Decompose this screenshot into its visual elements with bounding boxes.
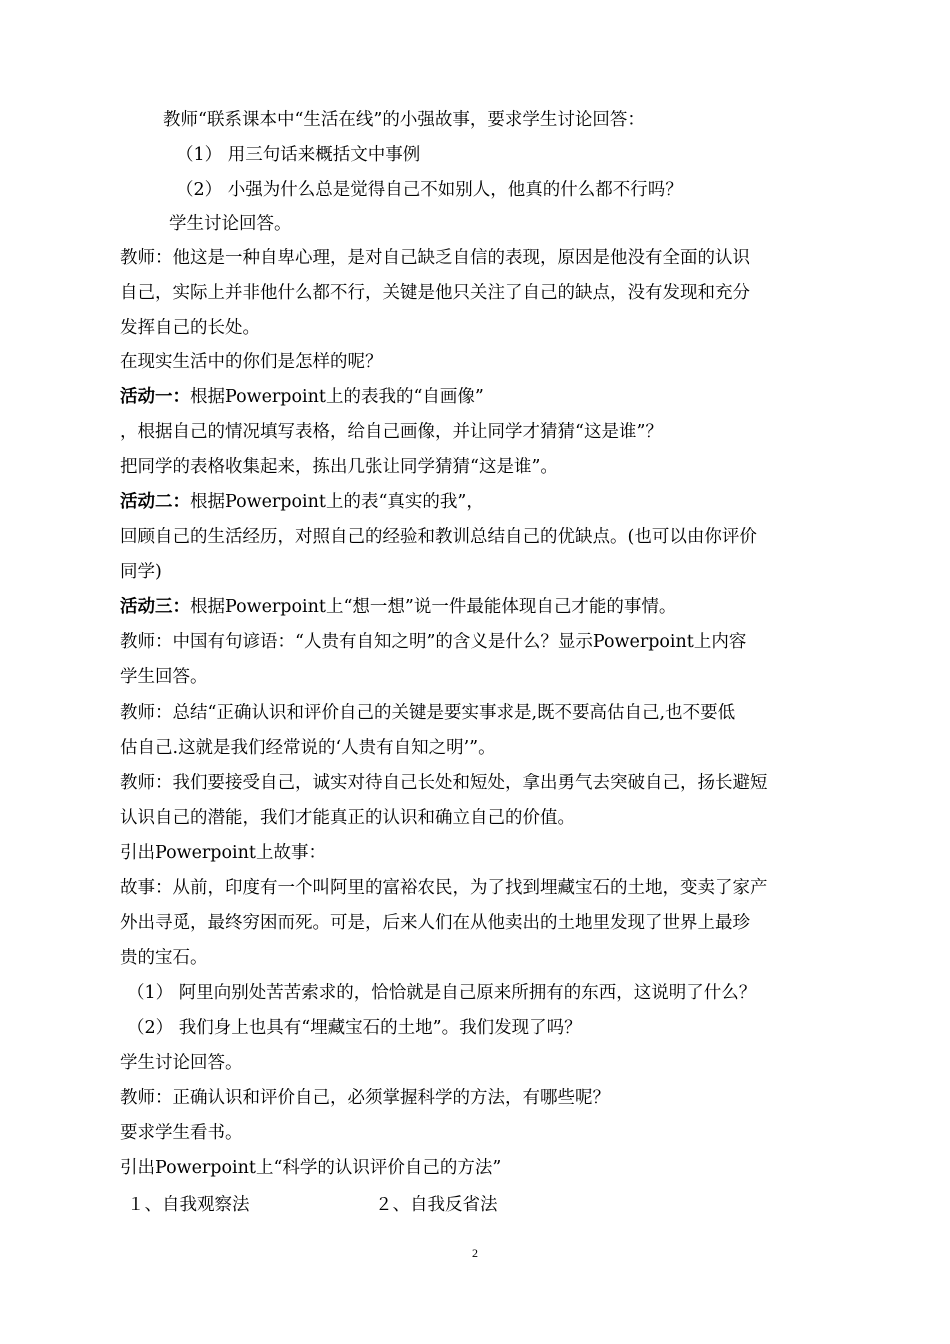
method-item: ２、自我反省法	[375, 1195, 498, 1215]
activity-line	[120, 385, 484, 409]
activity-line	[120, 490, 484, 514]
text-line: （2） 小强为什么总是觉得自己不如别人，他真的什么都不行吗？	[176, 180, 683, 200]
text-line: 教师：我们要接受自己，诚实对待自己长处和短处，拿出勇气去突破自己，扬长避短	[120, 773, 768, 793]
text-line: 回顾自己的生活经历，对照自己的经验和教训总结自己的优缺点。(也可以由你评价	[120, 527, 757, 547]
activity-label: 活动一：	[120, 387, 190, 407]
text-line: 教师：正确认识和评价自己，必须掌握科学的方法，有哪些呢？	[120, 1088, 610, 1108]
text-line: 在现实生活中的你们是怎样的呢？	[120, 352, 383, 372]
text-line: 引出Powerpoint上故事：	[120, 843, 326, 863]
activity-text: 根据Powerpoint上的表“真实的我”，	[190, 492, 484, 512]
text-line: 自己，实际上并非他什么都不行，关键是他只关注了自己的缺点，没有发现和充分	[120, 283, 750, 303]
activity-line	[120, 595, 676, 619]
text-line: 外出寻觅，最终穷困而死。可是，后来人们在从他卖出的土地里发现了世界上最珍	[120, 913, 750, 933]
activity-text: 根据Powerpoint上“想一想”说一件最能体现自己才能的事情。	[190, 597, 677, 617]
page-number: 2	[472, 1246, 478, 1260]
text-line: ，根据自己的情况填写表格，给自己画像，并让同学才猜猜“这是谁”？	[120, 422, 663, 442]
text-line: 学生讨论回答。	[169, 214, 292, 234]
text-line: （2） 我们身上也具有“埋藏宝石的土地”。我们发现了吗？	[127, 1018, 582, 1038]
text-line: 同学)	[120, 562, 162, 582]
activity-label: 活动二：	[120, 492, 190, 512]
text-line: 故事：从前，印度有一个叫阿里的富裕农民，为了找到埋藏宝石的土地，变卖了家产	[120, 878, 768, 898]
text-line: 估自己.这就是我们经常说的‘人贵有自知之明’”。	[120, 738, 496, 758]
method-item: １、自我观察法	[127, 1195, 250, 1215]
text-line: 认识自己的潜能，我们才能真正的认识和确立自己的价值。	[120, 808, 575, 828]
text-line: （1） 用三句话来概括文中事例	[176, 145, 421, 165]
text-line: 教师：他这是一种自卑心理，是对自己缺乏自信的表现，原因是他没有全面的认识	[120, 248, 750, 268]
text-line: 学生讨论回答。	[120, 1053, 243, 1073]
text-line: 发挥自己的长处。	[120, 318, 260, 338]
text-line: 教师：总结“正确认识和评价自己的关键是要实事求是,既不要高估自己,也不要低	[120, 703, 736, 723]
text-line: 引出Powerpoint上“科学的认识评价自己的方法”	[120, 1158, 502, 1178]
text-line: （1） 阿里向别处苦苦索求的，恰恰就是自己原来所拥有的东西，这说明了什么？	[127, 983, 757, 1003]
text-line: 教师：中国有句谚语：“人贵有自知之明”的含义是什么？显示Powerpoint上内容	[120, 632, 747, 652]
activity-text: 根据Powerpoint上的表我的“自画像”	[190, 387, 484, 407]
text-line: 教师“联系课本中“生活在线”的小强故事，要求学生讨论回答：	[163, 110, 645, 130]
activity-label: 活动三：	[120, 597, 190, 617]
text-line: 把同学的表格收集起来，拣出几张让同学猜猜“这是谁”。	[120, 457, 558, 477]
text-line: 要求学生看书。	[120, 1123, 243, 1143]
text-line: 学生回答。	[120, 667, 208, 687]
text-line: 贵的宝石。	[120, 948, 208, 968]
